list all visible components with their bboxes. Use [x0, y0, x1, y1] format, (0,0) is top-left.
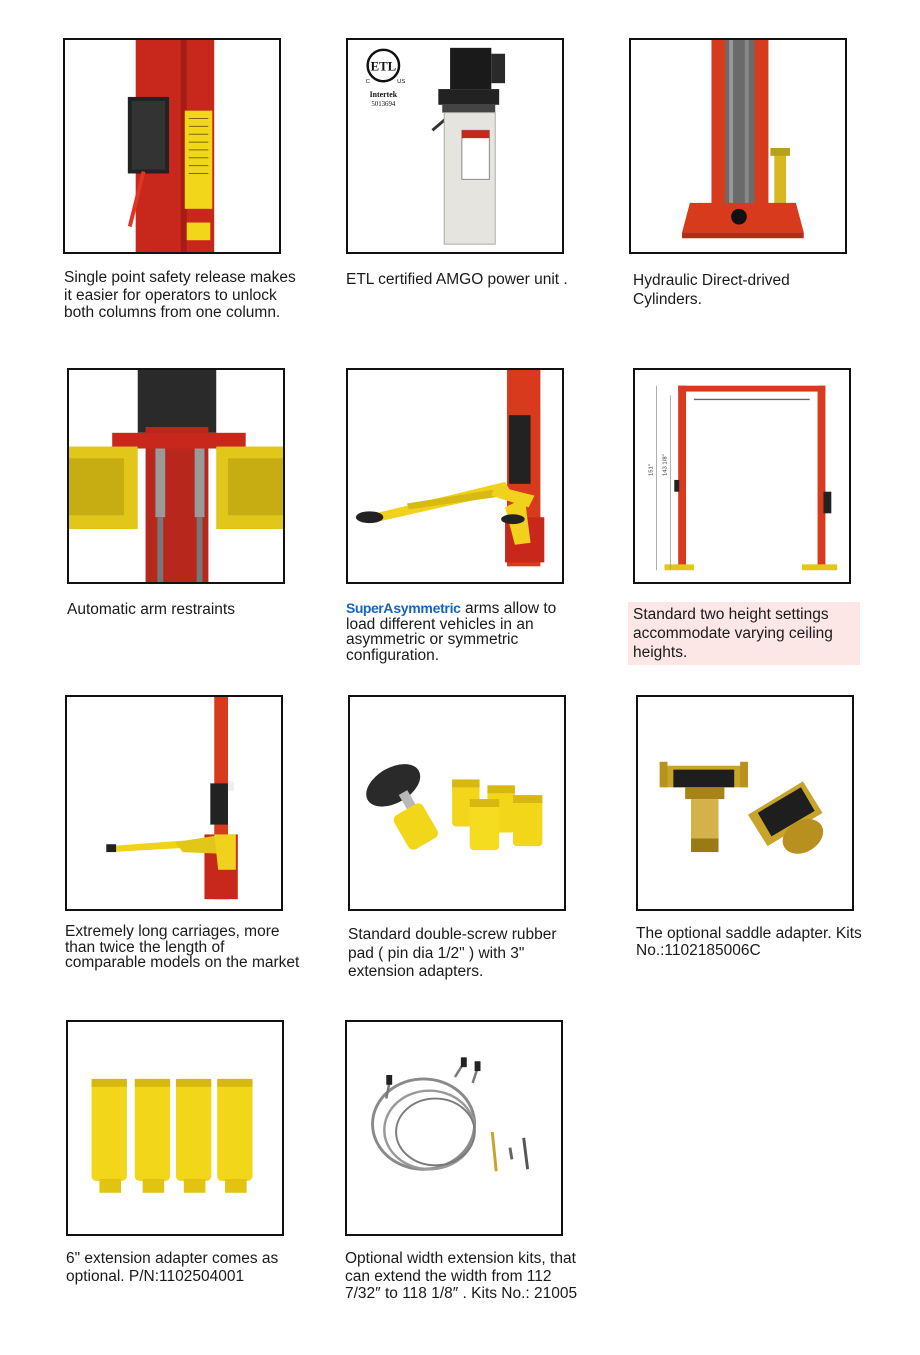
caption-height-settings: Standard two height settings accommodate varying ceiling heights. [628, 602, 860, 665]
caption-cylinders: Hydraulic Direct-drived Cylinders. [633, 272, 790, 308]
photo-width-extension-kit [345, 1020, 563, 1236]
caption-arm-restraints: Automatic arm restraints [67, 601, 235, 618]
caption-rubber-pad: Standard double-screw rubber pad ( pin dia 1/2" ) with 3" extension adapters. [348, 926, 557, 980]
photo-rubber-pad [348, 695, 566, 911]
caption-saddle-adapter: The optional saddle adapter. Kits No.:1102185006C [636, 925, 862, 959]
svg-text:C: C [365, 79, 370, 86]
svg-text:Intertek: Intertek [369, 89, 398, 99]
caption-safety-release: Single point safety release makes it easier for operators to unlock both columns from one column. [64, 269, 296, 321]
photo-extension-adapter [66, 1020, 284, 1236]
svg-text:US: US [397, 79, 406, 86]
photo-arm-restraints [67, 368, 285, 584]
svg-text:5013694: 5013694 [371, 100, 396, 108]
caption-power-unit: ETL certified AMGO power unit . [346, 271, 568, 288]
caption-super-asymmetric: SuperAsymmetric arms allow to load different vehicles in an asymmetric or symmetric configuration. [346, 600, 557, 664]
photo-saddle-adapter [636, 695, 854, 911]
dim-outer-height: 151" [648, 464, 655, 476]
caption-width-extension-kit: Optional width extension kits, that can extend the width from 112 7/32″ to 118 1/8″ . Kits No.: 21005 [345, 1250, 578, 1302]
brand-super-logo: Super [346, 600, 384, 616]
etl-mark: ETL [370, 59, 397, 74]
caption-long-carriages: Extremely long carriages, more than twice the length of comparable models on the market [65, 923, 300, 971]
dim-inner-height: 143 1/8" [662, 454, 669, 476]
photo-power-unit [346, 38, 564, 254]
photo-height-settings [633, 368, 851, 584]
photo-long-carriages [65, 695, 283, 911]
photo-cylinders [629, 38, 847, 254]
photo-super-asymmetric-arms [346, 368, 564, 584]
photo-safety-release [63, 38, 281, 254]
caption-extension-adapter: 6" extension adapter comes as optional. P/N:1102504001 [66, 1250, 279, 1285]
